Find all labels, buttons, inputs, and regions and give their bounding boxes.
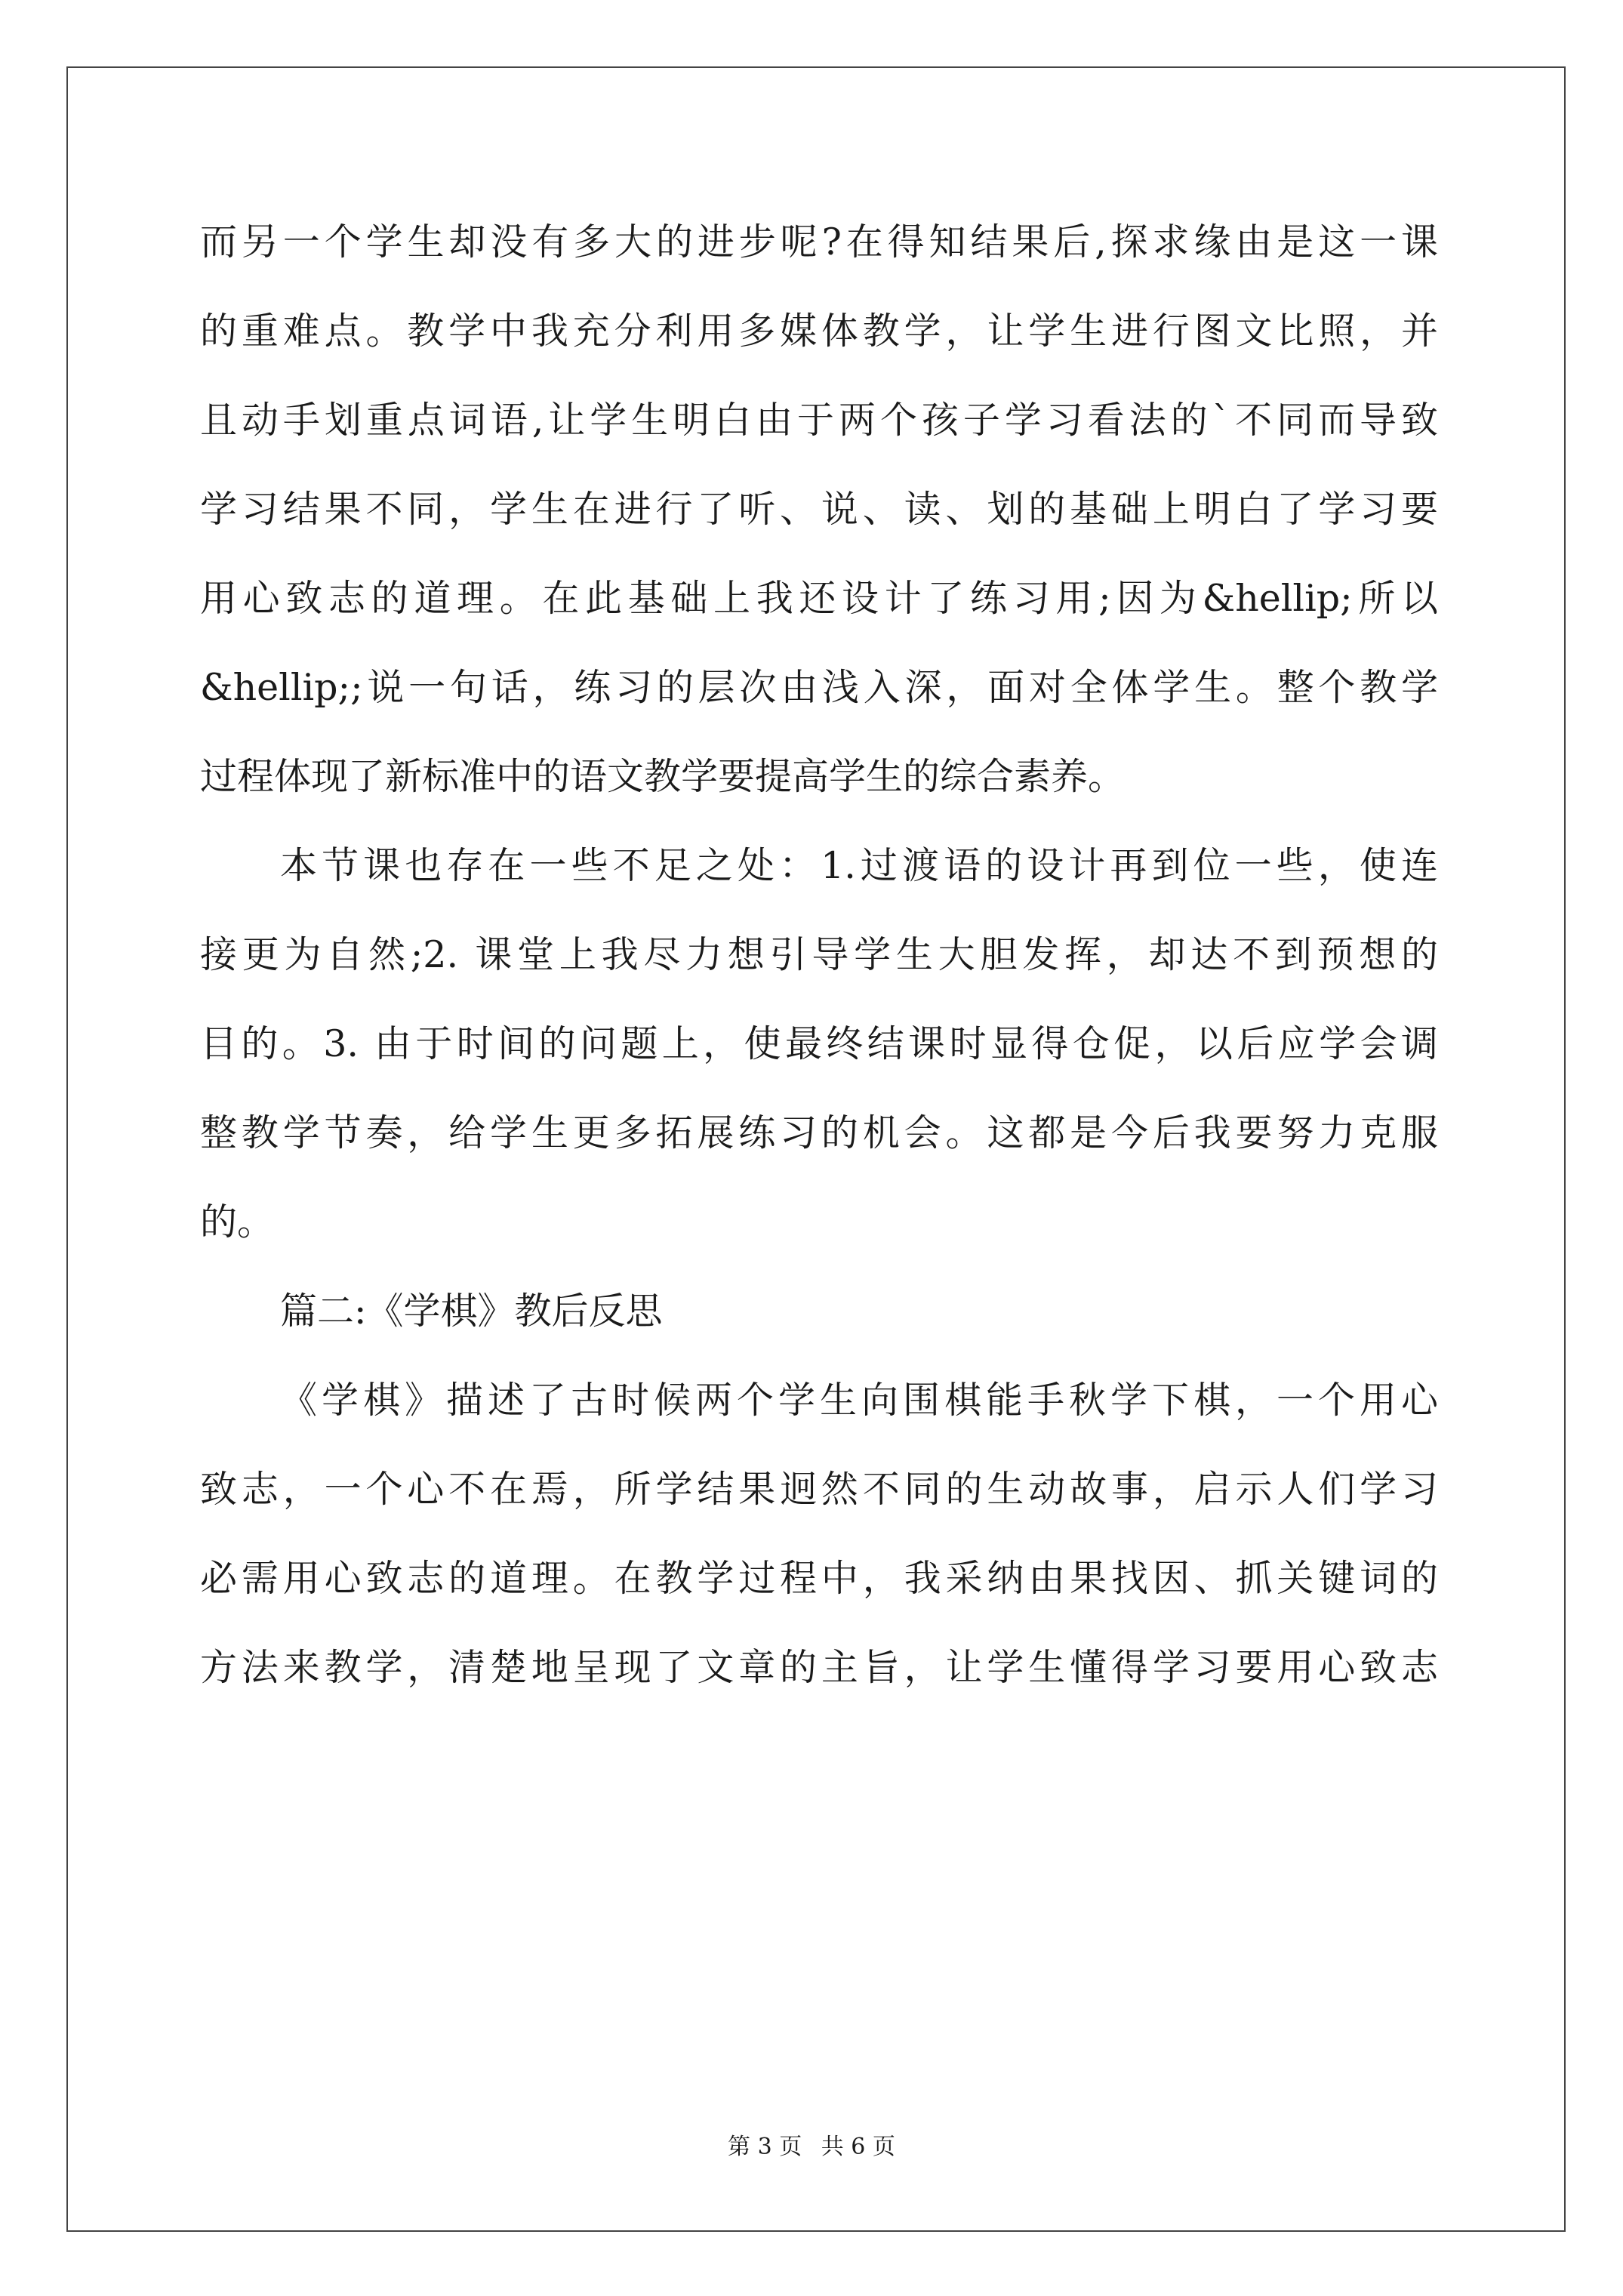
paragraph-first-line: 《学棋》描述了古时候两个学生向围棋能手秋学下棋，一个用心 xyxy=(280,1379,1438,1422)
text-line: 目的。3. 由于时间的问题上，使最终结课时显得仓促，以后应学会调 xyxy=(200,1022,1438,1065)
text-line: 方法来教学，清楚地呈现了文章的主旨，让学生懂得学习要用心致志 xyxy=(200,1646,1438,1689)
paragraph-first-line: 本节课也存在一些不足之处：1.过渡语的设计再到位一些，使连 xyxy=(280,844,1438,887)
page-total: 共 6 页 xyxy=(821,2134,895,2160)
text-line: 接更为自然;2. 课堂上我尽力想引导学生大胆发挥，却达不到预想的 xyxy=(200,933,1438,976)
document-body xyxy=(200,198,1438,1712)
section-heading: 篇二:《学棋》教后反思 xyxy=(280,1290,663,1333)
page-footer xyxy=(0,2128,1623,2161)
text-line: 且动手划重点词语,让学生明白由于两个孩子学习看法的`不同而导致 xyxy=(200,399,1438,442)
text-line: 的重难点。教学中我充分利用多媒体教学，让学生进行图文比照，并 xyxy=(200,310,1438,353)
text-line: 整教学节奏，给学生更多拓展练习的机会。这都是今后我要努力克服 xyxy=(200,1111,1438,1154)
text-line: 用心致志的道理。在此基础上我还设计了练习用;因为&hellip;所以 xyxy=(200,577,1438,620)
text-line: 的。 xyxy=(200,1200,275,1244)
text-line: 必需用心致志的道理。在教学过程中，我采纳由果找因、抓关键词的 xyxy=(200,1557,1438,1600)
text-line: &hellip;;说一句话，练习的层次由浅入深，面对全体学生。整个教学 xyxy=(200,666,1438,709)
text-line: 学习结果不同，学生在进行了听、说、读、划的基础上明白了学习要 xyxy=(200,488,1438,531)
text-line: 而另一个学生却没有多大的进步呢?在得知结果后,探求缘由是这一课 xyxy=(200,220,1438,264)
text-line: 致志，一个心不在焉，所学结果迥然不同的生动故事，启示人们学习 xyxy=(200,1468,1438,1511)
page-number: 第 3 页 xyxy=(728,2134,802,2160)
text-line: 过程体现了新标准中的语文教学要提高学生的综合素养。 xyxy=(200,755,1126,798)
